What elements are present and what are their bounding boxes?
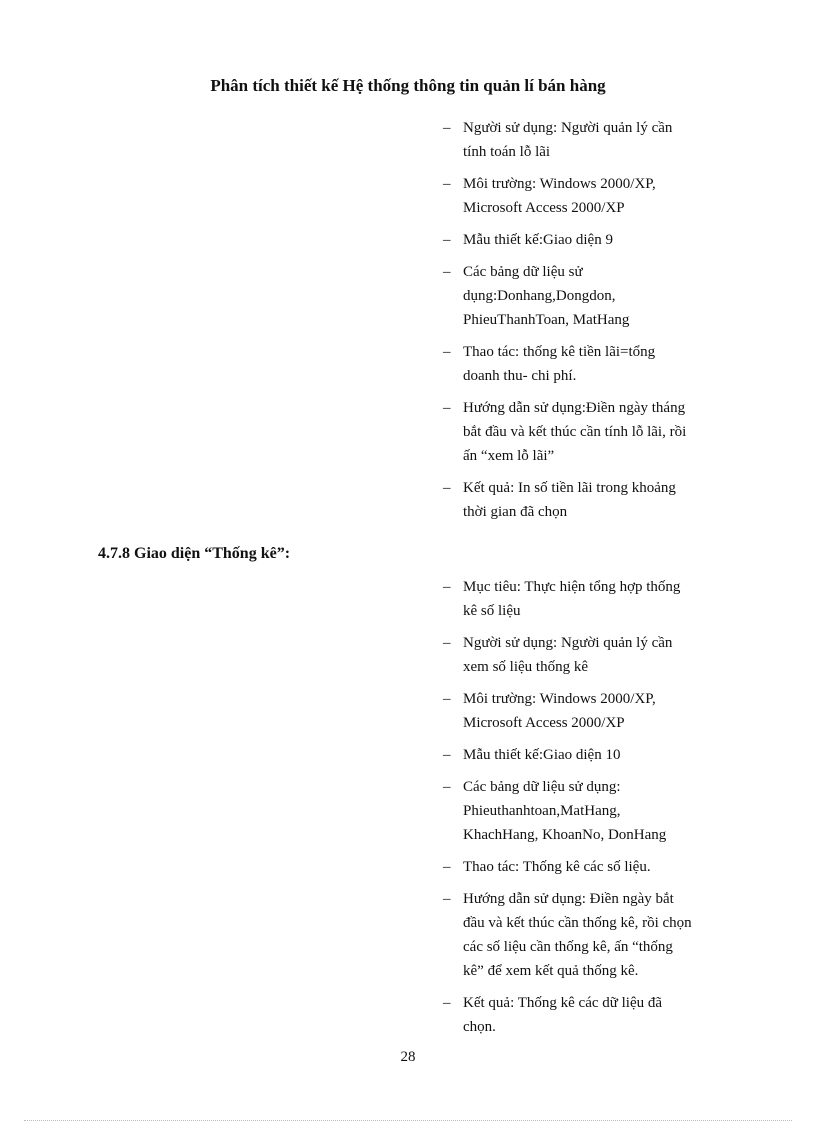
page-title: Phân tích thiết kế Hệ thống thông tin quản lí bán hàng bbox=[210, 76, 606, 95]
dash-bullet-icon: – bbox=[443, 120, 451, 136]
dash-bullet-icon: – bbox=[443, 264, 451, 280]
list-item-text: Mẫu thiết kế:Giao diện 9 bbox=[463, 232, 613, 248]
list-item-text: Mục tiêu: Thực hiện tổng hợp thống kê số liệu bbox=[463, 579, 681, 619]
list-item bbox=[441, 476, 751, 524]
dash-bullet-icon: – bbox=[443, 859, 451, 875]
dash-bullet-icon: – bbox=[443, 344, 451, 360]
bullet-list-1 bbox=[441, 116, 751, 532]
list-item bbox=[441, 991, 751, 1039]
dash-bullet-icon: – bbox=[443, 480, 451, 496]
list-item bbox=[441, 887, 751, 983]
list-item-text: Môi trường: Windows 2000/XP, Microsoft Access 2000/XP bbox=[463, 176, 656, 216]
page-number: 28 bbox=[400, 1049, 416, 1065]
dash-bullet-icon: – bbox=[443, 232, 451, 248]
dash-bullet-icon: – bbox=[443, 747, 451, 763]
list-item-text: Môi trường: Windows 2000/XP, Microsoft Access 2000/XP bbox=[463, 691, 656, 731]
list-item-text: Thao tác: Thống kê các số liệu. bbox=[463, 859, 651, 875]
list-item-text: Các bảng dữ liệu sử dụng: Phieuthanhtoan,MatHang, KhachHang, KhoanNo, DonHang bbox=[463, 779, 667, 843]
dash-bullet-icon: – bbox=[443, 176, 451, 192]
list-item bbox=[441, 260, 751, 332]
list-item-text: Mẫu thiết kế:Giao diện 10 bbox=[463, 747, 621, 763]
list-item-text: Hướng dẫn sử dụng:Điền ngày tháng bắt đầu và kết thúc cần tính lỗ lãi, rồi ấn “xem lỗ lãi” bbox=[463, 400, 687, 464]
list-item bbox=[441, 340, 751, 388]
dash-bullet-icon: – bbox=[443, 635, 451, 651]
list-item bbox=[441, 116, 751, 164]
dash-bullet-icon: – bbox=[443, 995, 451, 1011]
list-item bbox=[441, 855, 751, 879]
list-item-text: Kết quả: Thống kê các dữ liệu đã chọn. bbox=[463, 995, 663, 1035]
list-item bbox=[441, 631, 751, 679]
list-item-text: Thao tác: thống kê tiền lãi=tổng doanh thu- chi phí. bbox=[463, 344, 656, 384]
page-bottom-divider bbox=[24, 1120, 792, 1121]
bullet-list-2 bbox=[441, 575, 751, 1047]
list-item bbox=[441, 172, 751, 220]
dash-bullet-icon: – bbox=[443, 579, 451, 595]
list-item bbox=[441, 743, 751, 767]
list-item bbox=[441, 228, 751, 252]
dash-bullet-icon: – bbox=[443, 400, 451, 416]
list-item bbox=[441, 687, 751, 735]
list-item bbox=[441, 396, 751, 468]
list-item bbox=[441, 775, 751, 847]
list-item-text: Hướng dẫn sử dụng: Điền ngày bắt đầu và kết thúc cần thống kê, rồi chọn các số liệu cần thống kê, ấn “thống kê” để xem kết quả thống kê. bbox=[463, 891, 692, 979]
section-heading: 4.7.8 Giao diện “Thống kê”: bbox=[98, 545, 291, 562]
list-item-text: Người sử dụng: Người quản lý cần xem số liệu thống kê bbox=[463, 635, 673, 675]
dash-bullet-icon: – bbox=[443, 891, 451, 907]
dash-bullet-icon: – bbox=[443, 779, 451, 795]
dash-bullet-icon: – bbox=[443, 691, 451, 707]
list-item-text: Kết quả: In số tiền lãi trong khoảng thời gian đã chọn bbox=[463, 480, 676, 520]
list-item-text: Các bảng dữ liệu sử dụng:Donhang,Dongdon, PhieuThanhToan, MatHang bbox=[463, 264, 630, 328]
list-item-text: Người sử dụng: Người quản lý cần tính toán lỗ lãi bbox=[463, 120, 673, 160]
list-item bbox=[441, 575, 751, 623]
